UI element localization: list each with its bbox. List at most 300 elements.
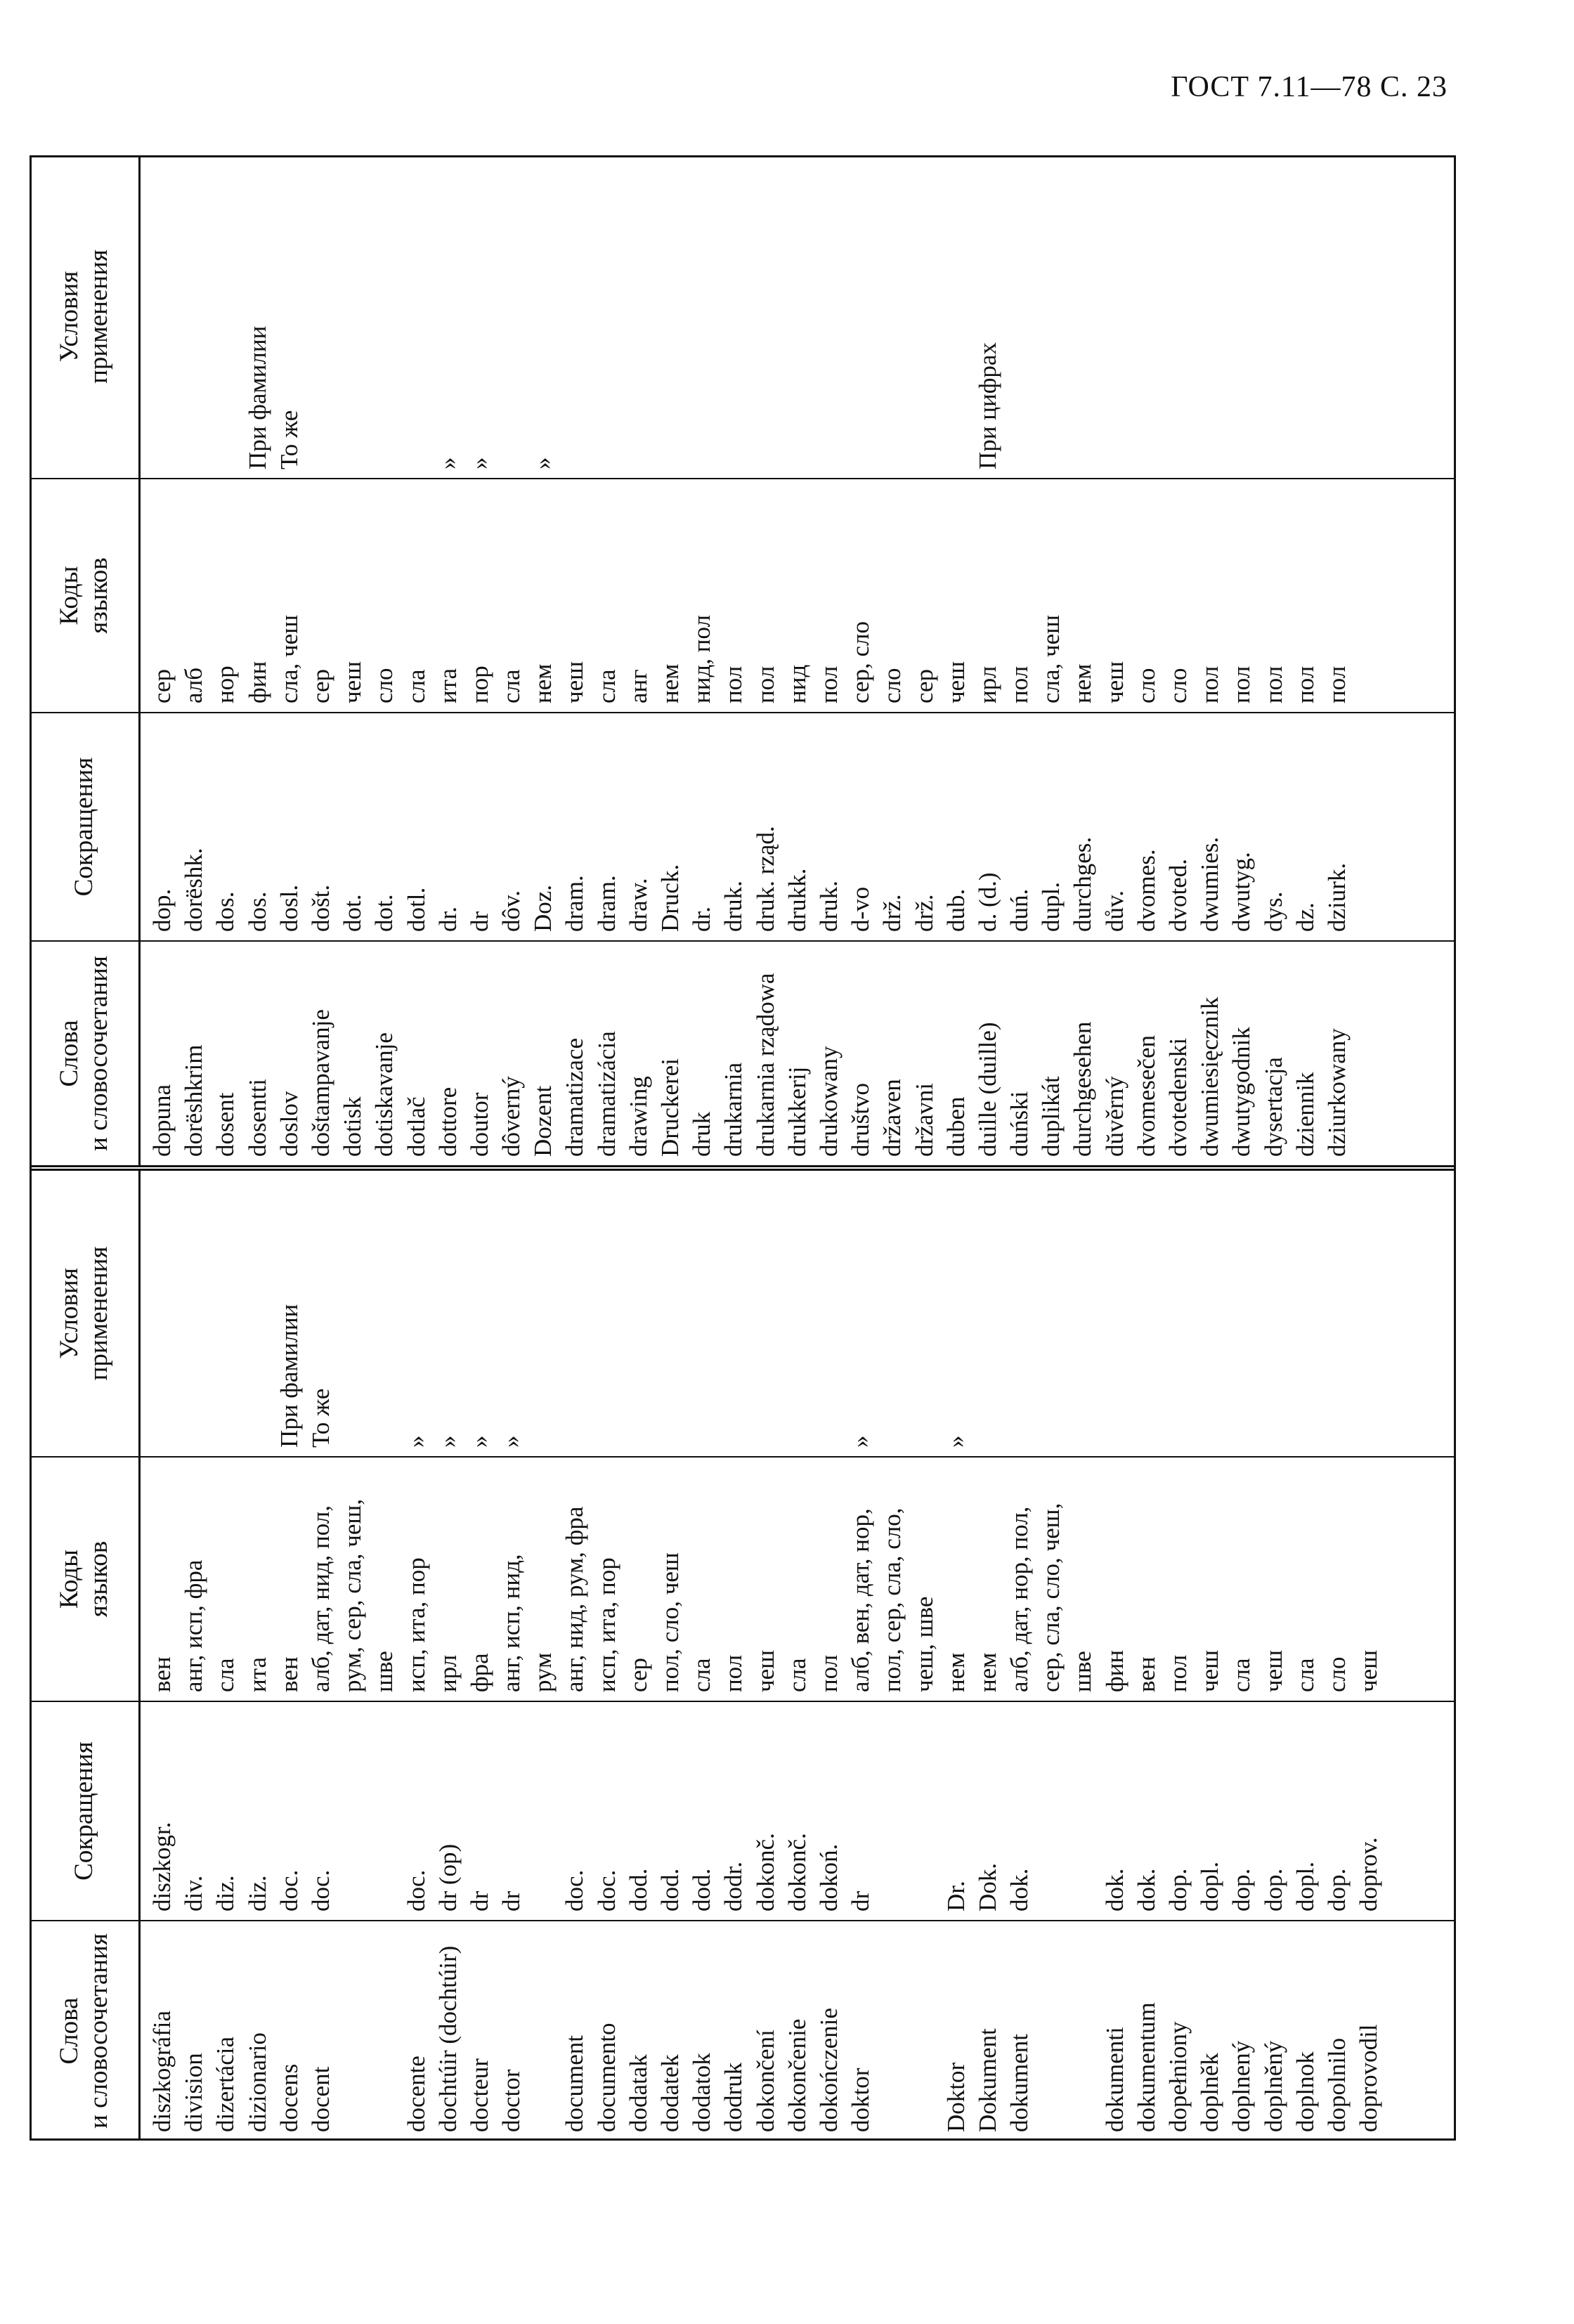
table-cell: чеш xyxy=(561,661,589,703)
table-cell: dop. xyxy=(1322,1868,1351,1911)
table-cell: пол, сло, чеш xyxy=(656,1552,684,1692)
table-cell: нем xyxy=(656,663,684,703)
right-conditions-column xyxy=(141,155,1456,478)
table-cell: doktor xyxy=(847,2067,875,2132)
table-cell: drž. xyxy=(878,894,906,932)
table-cell: нид, пол xyxy=(688,614,716,703)
table-cell: » xyxy=(465,457,493,469)
table-cell: пол xyxy=(1322,666,1351,703)
table-cell: druk. xyxy=(814,881,843,932)
table-cell: пол xyxy=(814,1654,843,1692)
table-cell: фра xyxy=(465,1653,493,1692)
table-cell: нем xyxy=(1069,663,1097,703)
table-cell: društvo xyxy=(847,1083,875,1157)
right-header-row xyxy=(30,155,141,1165)
table-cell xyxy=(1035,1709,1067,1911)
table-cell: dr xyxy=(497,1890,526,1911)
table-cell: dvotedenski xyxy=(1164,1037,1192,1157)
table-cell: dokonč. xyxy=(751,1833,779,1911)
table-cell: dr xyxy=(847,1890,875,1911)
table-cell: dodruk xyxy=(720,2062,748,2132)
table-cell: сла xyxy=(592,669,620,703)
table-cell: нид xyxy=(783,664,811,703)
table-cell: druk xyxy=(688,1111,716,1157)
table-cell xyxy=(1003,162,1035,469)
table-cell: dokonč. xyxy=(783,1833,811,1911)
table-cell: doplněný xyxy=(1259,2040,1287,2132)
table-cell: фин xyxy=(1100,1649,1129,1692)
table-cell: dr. xyxy=(434,907,462,932)
table-cell xyxy=(559,1178,590,1448)
table-cell: drukkerij xyxy=(783,1066,811,1157)
table-cell xyxy=(686,1178,717,1448)
table-cell: алб, дат, нор, пол, xyxy=(1006,1506,1034,1692)
header-abbr xyxy=(30,1701,138,1920)
table-cell: dziennik xyxy=(1291,1072,1319,1157)
table-cell: сла xyxy=(688,1658,716,1692)
left-header-row xyxy=(30,1171,141,2141)
table-cell xyxy=(146,162,178,469)
table-cell: Dozent xyxy=(529,1085,557,1157)
header-label: Коды языков xyxy=(54,557,113,634)
table-cell xyxy=(527,1928,559,2132)
table-cell xyxy=(1353,1178,1384,1448)
table-cell: doc. xyxy=(306,1869,334,1911)
table-cell: drukowany xyxy=(814,1046,843,1157)
table-cell xyxy=(209,162,241,469)
table-cell xyxy=(654,162,686,469)
table-cell: documento xyxy=(592,2023,620,2132)
table-cell: duplikát xyxy=(1037,1076,1065,1157)
right-codes-column xyxy=(141,478,1456,712)
header-label: Условия применения xyxy=(54,249,113,384)
table-cell xyxy=(813,1178,845,1448)
header-codes xyxy=(30,1456,138,1701)
table-cell: » xyxy=(497,1435,526,1448)
table-cell: dod. xyxy=(656,1868,684,1911)
table-cell: diz. xyxy=(212,1875,240,1911)
table-cell xyxy=(1067,1709,1098,1911)
table-cell xyxy=(623,162,654,469)
table-cell: чеш xyxy=(942,661,970,703)
table-cell: шве xyxy=(1069,1651,1097,1692)
table-cell xyxy=(1162,162,1194,469)
table-cell: нем xyxy=(973,1652,1001,1692)
table-cell: drukarnia xyxy=(720,1062,748,1157)
table-cell: doplnok xyxy=(1291,2051,1319,2132)
table-cell xyxy=(178,162,209,469)
table-cell xyxy=(1225,1178,1257,1448)
table-cell: dokončenie xyxy=(783,2018,811,2132)
table-cell: анг, нид, рум, фра xyxy=(561,1506,589,1692)
table-cell xyxy=(940,162,972,469)
table-cell xyxy=(1162,1178,1194,1448)
table-cell: durchges. xyxy=(1069,836,1097,932)
table-cell xyxy=(1099,162,1131,469)
table-cell: dokončení xyxy=(751,2030,779,2132)
table-cell: dův. xyxy=(1100,890,1129,932)
table-cell: чеш xyxy=(1196,1649,1224,1692)
table-cell: Dok. xyxy=(973,1862,1001,1911)
table-cell: » xyxy=(529,457,557,469)
table-cell: dopełniony xyxy=(1164,2021,1192,2132)
table-cell xyxy=(527,1178,559,1448)
table-cell: Dr. xyxy=(942,1881,970,1911)
table-cell: draw. xyxy=(624,878,652,932)
table-cell: druk. rząd. xyxy=(751,826,779,932)
table-cell: шве xyxy=(370,1651,398,1692)
table-cell: сла xyxy=(783,1658,811,1692)
table-cell xyxy=(1099,1178,1131,1448)
table-cell: dr. xyxy=(688,907,716,932)
table-cell xyxy=(1067,162,1098,469)
table-cell: dok. xyxy=(1100,1868,1129,1911)
table-cell: docente xyxy=(402,2056,430,2132)
table-cell: dosl. xyxy=(275,884,303,932)
table-cell xyxy=(909,162,940,469)
table-cell: сла xyxy=(402,669,430,703)
table-cell: Dokument xyxy=(973,2028,1001,2132)
table-cell: dok. xyxy=(1132,1868,1160,1911)
table-cell: dosent xyxy=(212,1092,240,1157)
table-cell: dochtúir (dochtúir) xyxy=(434,1945,462,2132)
table-cell: нем xyxy=(942,1652,970,1692)
table-cell: dys. xyxy=(1259,891,1287,932)
header-conditions xyxy=(30,1171,138,1456)
table-cell: ирл xyxy=(973,666,1001,703)
table-cell xyxy=(813,162,845,469)
table-cell: državen xyxy=(878,1079,906,1157)
table-cell: dupl. xyxy=(1037,882,1065,932)
table-cell: dokumenti xyxy=(1100,2027,1129,2132)
table-cell: durchgesehen xyxy=(1069,1021,1097,1157)
table-cell: dokument xyxy=(1006,2034,1034,2132)
table-cell xyxy=(209,1178,241,1448)
table-cell xyxy=(781,162,813,469)
table-cell xyxy=(909,1709,940,1911)
table-cell xyxy=(717,1178,749,1448)
table-cell: сло xyxy=(370,668,398,703)
table-cell: dopl. xyxy=(1291,1862,1319,1911)
table-cell xyxy=(1194,1178,1225,1448)
table-cell xyxy=(1321,1178,1353,1448)
table-cell: doslov xyxy=(275,1091,303,1157)
table-cell: пор xyxy=(465,666,493,703)
table-cell: dokumentum xyxy=(1132,2002,1160,2132)
table-cell xyxy=(337,162,368,469)
table-cell: нем xyxy=(529,663,557,703)
table-cell: сла xyxy=(1291,1658,1319,1692)
table-cell: ита xyxy=(434,668,462,703)
table-cell xyxy=(337,1928,368,2132)
table-cell: пол, сер, сла, сло, xyxy=(878,1507,906,1692)
table-cell: пол xyxy=(1006,666,1034,703)
table-cell: dotl. xyxy=(402,887,430,932)
table-cell: сер, сло xyxy=(847,621,875,703)
table-cell: duński xyxy=(1006,1091,1034,1157)
table-cell: doplnený xyxy=(1228,2040,1256,2132)
table-cell: dop. xyxy=(1164,1868,1192,1911)
table-cell: dram. xyxy=(561,875,589,932)
table-cell: dizionario xyxy=(243,2032,271,2132)
table-cell xyxy=(242,1178,273,1448)
table-cell: пол xyxy=(1164,1654,1192,1692)
table-cell xyxy=(368,1178,400,1448)
table-cell: dok. xyxy=(1006,1868,1034,1911)
table-cell: сер xyxy=(624,1658,652,1692)
table-cell xyxy=(591,162,623,469)
table-cell: dodatak xyxy=(624,2054,652,2132)
table-cell xyxy=(1225,162,1257,469)
right-words-column xyxy=(141,940,1456,1165)
table-cell: пол xyxy=(751,666,779,703)
table-cell: docens xyxy=(275,2063,303,2132)
table-cell: duben xyxy=(942,1096,970,1157)
table-cell: diszkogr. xyxy=(148,1822,176,1911)
table-cell: рум xyxy=(529,1652,557,1692)
table-cell: dot. xyxy=(370,894,398,932)
table-cell xyxy=(146,1178,178,1448)
table-cell: сло xyxy=(1322,1656,1351,1692)
table-cell: » xyxy=(402,1435,430,1448)
table-cell: dorëshk. xyxy=(180,848,208,932)
table-cell: dramatizácia xyxy=(592,1031,620,1157)
table-cell: сло xyxy=(878,668,906,703)
table-cell: doštampavanje xyxy=(306,1009,334,1157)
table-cell: dvomesečen xyxy=(1132,1035,1160,1157)
left-abbr-column xyxy=(141,1701,1456,1920)
table-cell: drawing xyxy=(624,1076,652,1157)
table-cell: dramatizace xyxy=(561,1037,589,1157)
table-cell: сло xyxy=(1132,668,1160,703)
table-cell: » xyxy=(465,1435,493,1448)
table-cell: Druck. xyxy=(656,864,684,932)
table-cell: dokończenie xyxy=(814,2008,843,2132)
table-cell: сла, чеш xyxy=(275,614,303,703)
table-cell: doplněk xyxy=(1196,2053,1224,2132)
table-cell xyxy=(527,1709,559,1911)
table-cell xyxy=(368,162,400,469)
table-cell: ита xyxy=(243,1657,271,1692)
table-cell xyxy=(1131,162,1162,469)
table-cell xyxy=(972,1178,1003,1448)
table-cell: dram. xyxy=(592,875,620,932)
table-cell: dosentti xyxy=(243,1079,271,1157)
table-cell: анг, исп, нид, xyxy=(497,1554,526,1692)
table-cell: чеш xyxy=(1355,1649,1383,1692)
table-cell: dop. xyxy=(148,888,176,932)
table-cell: docteur xyxy=(465,2058,493,2132)
table-cell: dopl. xyxy=(1196,1862,1224,1911)
table-cell: сла, чеш xyxy=(1037,614,1065,703)
table-cell xyxy=(1067,1178,1098,1448)
table-cell: чеш, шве xyxy=(910,1596,938,1692)
table-cell: dop. xyxy=(1259,1868,1287,1911)
table-cell: алб, вен, дат, нор, xyxy=(847,1508,875,1692)
table-cell: dot. xyxy=(339,894,367,932)
table-cell xyxy=(337,1178,368,1448)
table-cell: чеш xyxy=(1259,1649,1287,1692)
table-cell: dokoń. xyxy=(814,1843,843,1911)
table-cell xyxy=(1258,162,1289,469)
table-cell: dz. xyxy=(1291,902,1319,932)
table-cell: dod. xyxy=(688,1868,716,1911)
table-cell: пол xyxy=(720,666,748,703)
table-cell: dodr. xyxy=(720,1862,748,1911)
table-cell: чеш xyxy=(339,661,367,703)
table-cell: dvoted. xyxy=(1164,858,1192,932)
table-cell xyxy=(654,1178,686,1448)
left-conditions-column xyxy=(141,1171,1456,1456)
table-cell: dr (op) xyxy=(434,1843,462,1911)
header-label: Сокращения xyxy=(69,1741,98,1881)
table-cell: doc. xyxy=(402,1869,430,1911)
table-cell: doprov. xyxy=(1355,1837,1383,1911)
table-cell: dop. xyxy=(1228,1868,1256,1911)
table-cell: dotisk xyxy=(339,1096,367,1157)
table-cell xyxy=(909,1928,940,2132)
left-codes-column xyxy=(141,1456,1456,1701)
table-cell: исп, ита, пор xyxy=(592,1557,620,1692)
table-cell: вен xyxy=(1132,1656,1160,1692)
table-cell: сер xyxy=(306,669,334,703)
table-cell: dodatek xyxy=(656,2054,684,2132)
table-cell xyxy=(1289,1178,1321,1448)
table-cell: doprovodil xyxy=(1355,2024,1383,2132)
right-body xyxy=(141,155,1456,1165)
table-cell: d. (d.) xyxy=(973,872,1001,932)
table-cell: duń. xyxy=(1006,888,1034,932)
table-cell xyxy=(1289,162,1321,469)
table-cell xyxy=(1003,1178,1035,1448)
table-cell: doutor xyxy=(465,1092,493,1157)
table-cell: dodatok xyxy=(688,2053,716,2132)
table-cell: dr xyxy=(465,911,493,932)
table-cell: пол xyxy=(1259,666,1287,703)
header-label: Слова и словосочетания xyxy=(54,1933,113,2129)
table-cell xyxy=(305,162,337,469)
table-cell xyxy=(1258,1178,1289,1448)
table-cell: пол xyxy=(814,666,843,703)
table-cell: duille (duille) xyxy=(973,1022,1001,1157)
table-cell: Doz. xyxy=(529,884,557,932)
table-cell xyxy=(876,1928,908,2132)
right-half xyxy=(30,155,1456,1165)
table-cell xyxy=(876,162,908,469)
table-cell: došt. xyxy=(306,884,334,932)
table-cell: То же xyxy=(306,1388,334,1448)
table-cell: алб xyxy=(180,667,208,703)
table-cell: dizertácia xyxy=(212,2036,240,2132)
table-cell: dwutyg. xyxy=(1228,852,1256,932)
table-cell: При цифрах xyxy=(973,342,1001,469)
table-cell: drukk. xyxy=(783,868,811,932)
table-cell: državni xyxy=(910,1083,938,1157)
table-cell: dwutygodnik xyxy=(1228,1027,1256,1157)
table-cell: » xyxy=(434,457,462,469)
table-cell xyxy=(750,162,781,469)
page-header: ГОСТ 7.11—78 С. 23 xyxy=(1171,71,1448,103)
table-cell: пол xyxy=(720,1654,748,1692)
table-cell: исп, ита, пор xyxy=(402,1557,430,1692)
table-cell: dziurk. xyxy=(1322,862,1351,932)
table-cell: сла xyxy=(212,1658,240,1692)
table-cell: фин xyxy=(243,661,271,703)
table-cell xyxy=(845,162,876,469)
table-cell xyxy=(750,1178,781,1448)
header-conditions xyxy=(30,155,138,478)
table-cell xyxy=(1035,162,1067,469)
table-cell: division xyxy=(180,2053,208,2132)
table-cell: dos. xyxy=(212,891,240,932)
table-cell: » xyxy=(942,1435,970,1448)
table-cell: При фамилии xyxy=(275,1304,303,1448)
table-cell: » xyxy=(434,1435,462,1448)
table-cell: Druckerei xyxy=(656,1058,684,1157)
table-cell: пол xyxy=(1196,666,1224,703)
table-cell: алб, дат, нид, пол, xyxy=(306,1505,334,1692)
table-cell: dziurkowany xyxy=(1322,1028,1351,1157)
rotated-table xyxy=(30,155,1456,2141)
left-half xyxy=(30,1171,1456,2141)
table-cell: doc. xyxy=(561,1869,589,1911)
table-cell xyxy=(559,162,590,469)
table-cell xyxy=(1035,1178,1067,1448)
table-cell: dŭvěrný xyxy=(1100,1076,1129,1157)
table-cell: ирл xyxy=(434,1654,462,1692)
table-cell: чеш xyxy=(751,1649,779,1692)
left-body xyxy=(141,1171,1456,2141)
table-cell xyxy=(1194,162,1225,469)
table-cell: рум, сер, сла, чеш, xyxy=(339,1498,367,1692)
table-cell: diszkográfia xyxy=(148,2011,176,2132)
table-cell: druk. xyxy=(720,881,748,932)
table-cell: чеш xyxy=(1100,661,1129,703)
table-cell xyxy=(1131,1178,1162,1448)
table-cell: вен xyxy=(275,1656,303,1692)
table-cell: dvomes. xyxy=(1132,849,1160,932)
header-label: Условия применения xyxy=(54,1246,113,1381)
table-cell: dôverný xyxy=(497,1076,526,1157)
table-cell: dub. xyxy=(942,888,970,932)
table-cell xyxy=(781,1178,813,1448)
table-cell xyxy=(1321,162,1353,469)
table-cell: div. xyxy=(180,1875,208,1911)
table-cell: document xyxy=(561,2034,589,2132)
table-cell: doc. xyxy=(592,1869,620,1911)
table-cell: сер xyxy=(910,669,938,703)
table-cell xyxy=(876,1709,908,1911)
header-label: Коды языков xyxy=(54,1540,113,1618)
header-label: Сокращения xyxy=(69,757,98,897)
table-cell: dod. xyxy=(624,1868,652,1911)
table-cell: » xyxy=(847,1435,875,1448)
table-cell: dr xyxy=(465,1890,493,1911)
header-codes xyxy=(30,478,138,712)
table-cell: diz. xyxy=(243,1875,271,1911)
table-cell xyxy=(337,1709,368,1911)
table-cell: drž. xyxy=(910,894,938,932)
right-abbr-column xyxy=(141,712,1456,940)
table-cell: dopolnilo xyxy=(1322,2037,1351,2132)
table-cell: пол xyxy=(1228,666,1256,703)
table-cell: пол xyxy=(1291,666,1319,703)
table-cell xyxy=(717,162,749,469)
header-words xyxy=(30,1920,138,2141)
table-cell xyxy=(909,1178,940,1448)
table-cell: Doktor xyxy=(942,2062,970,2132)
table-cell: сло xyxy=(1164,668,1192,703)
